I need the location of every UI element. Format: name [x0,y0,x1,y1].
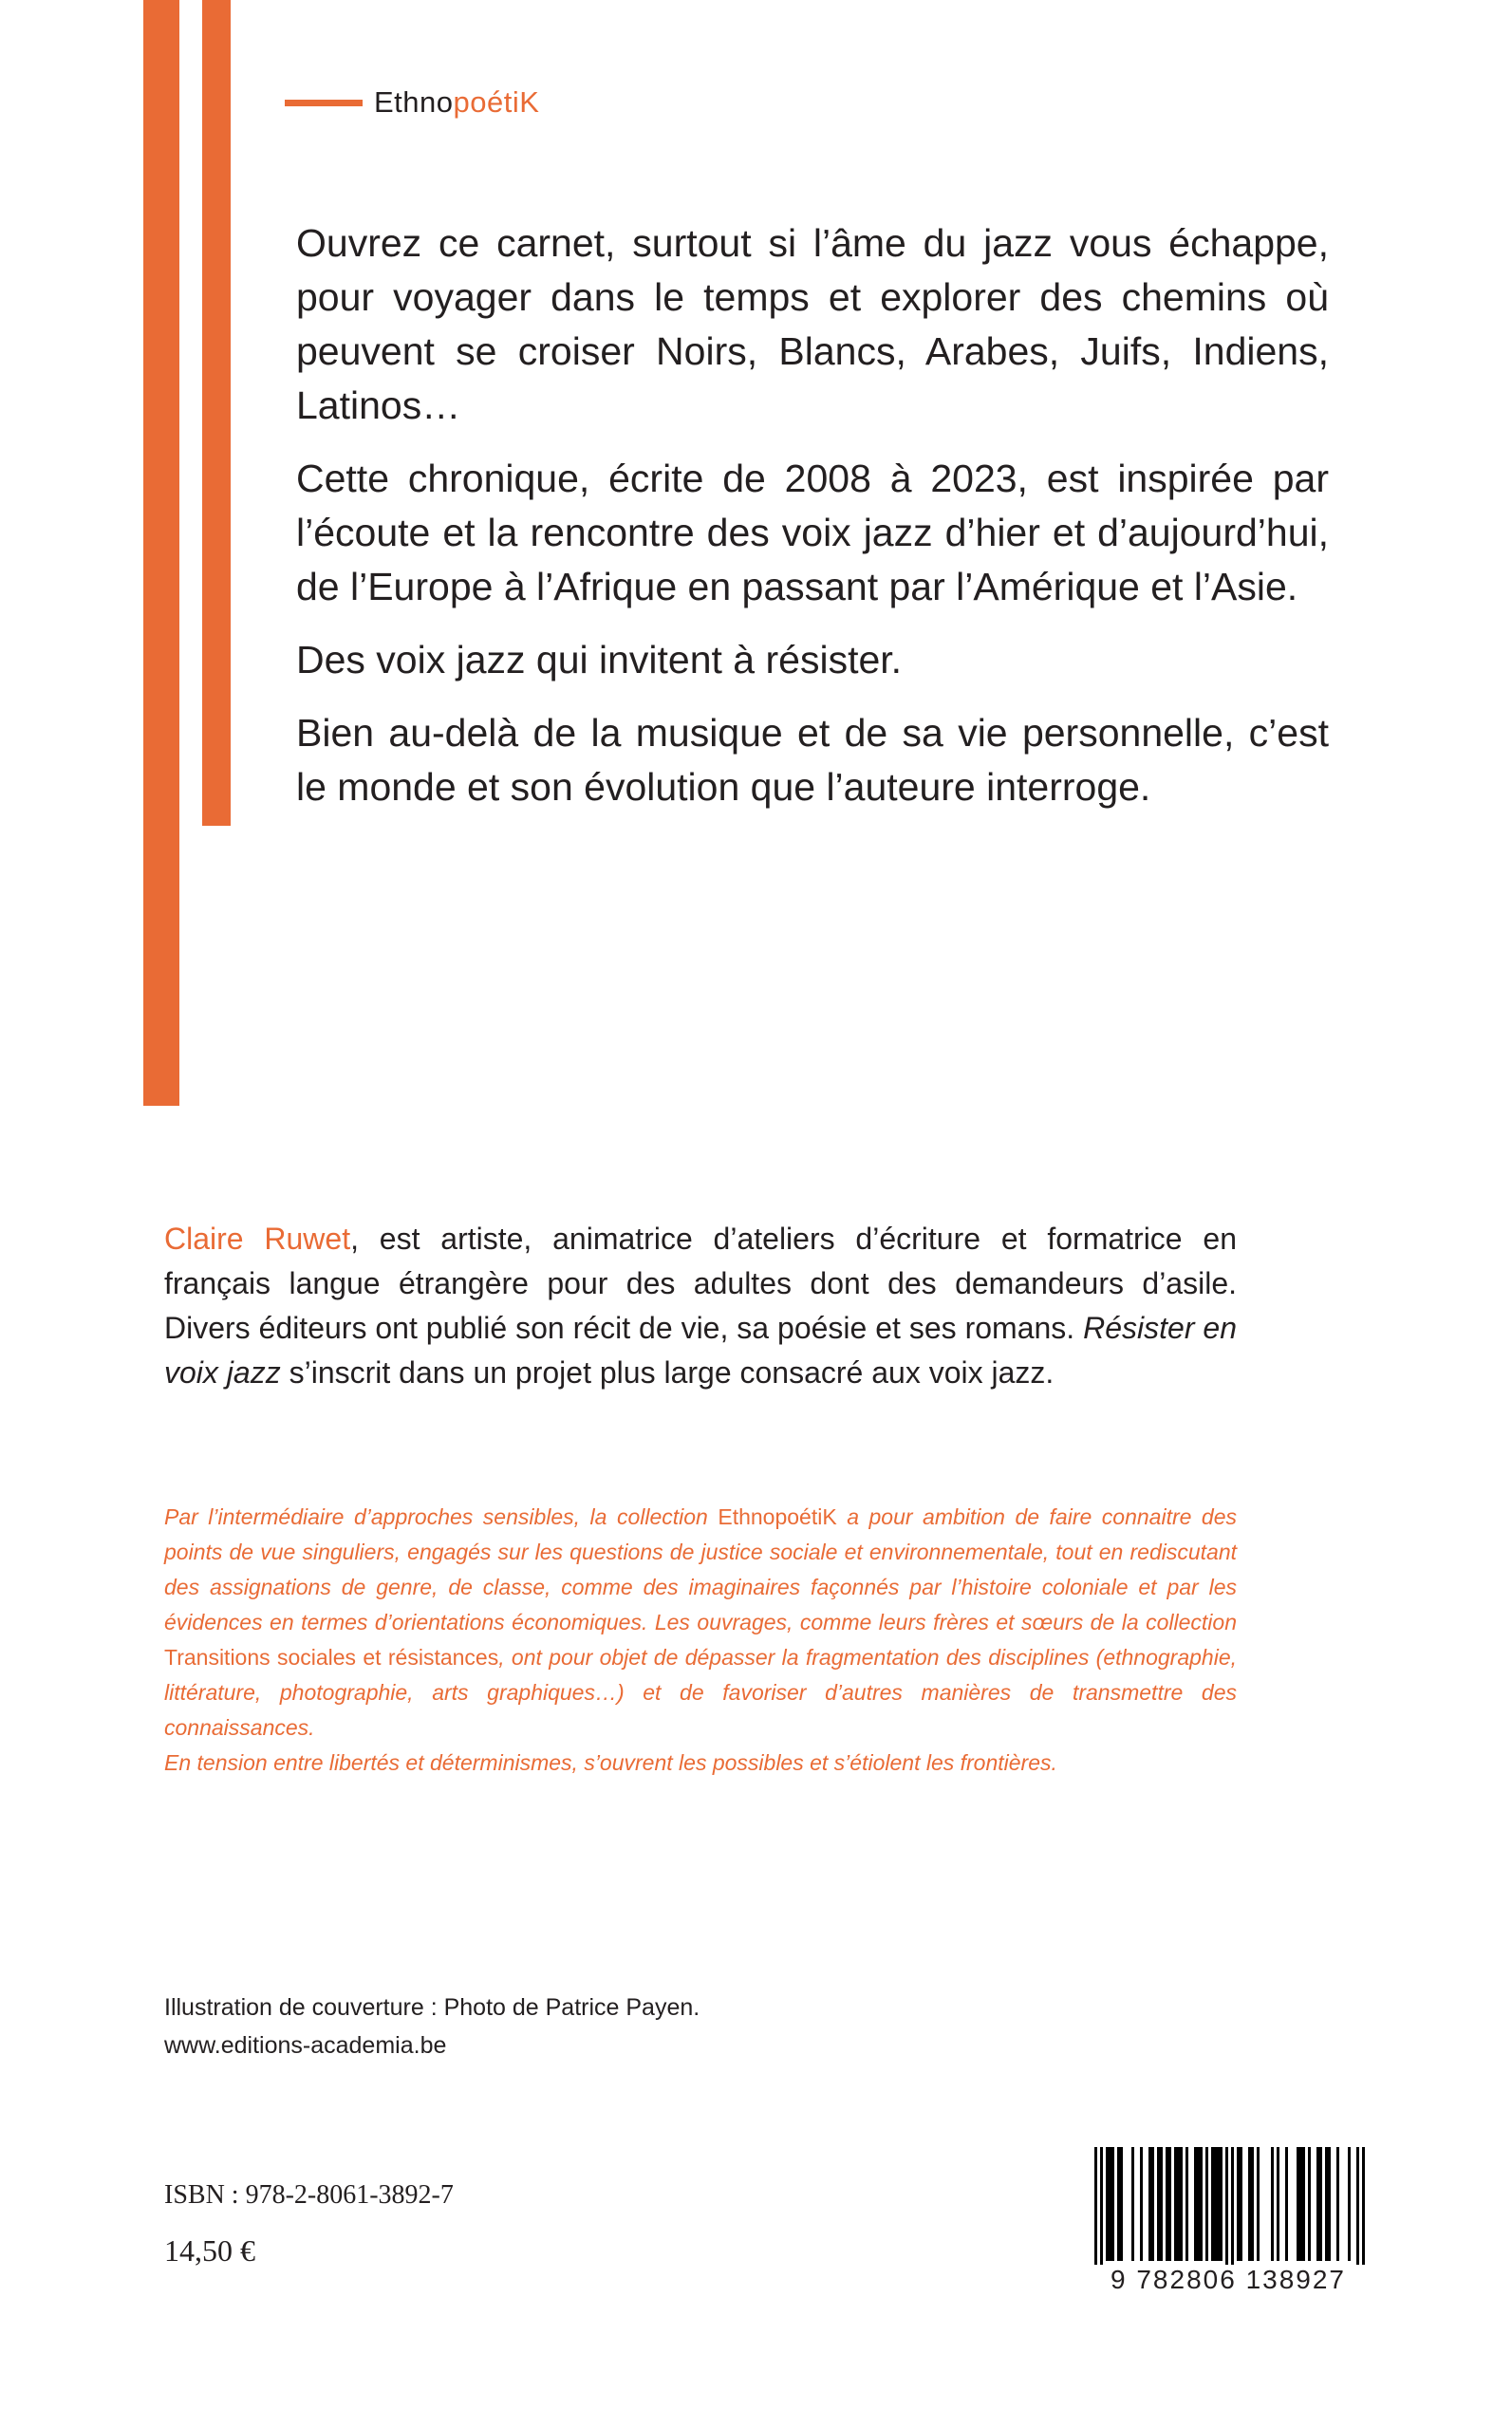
barcode-guard-bar [1225,2147,1228,2280]
barcode-guard-bar [1094,2147,1097,2280]
barcode-bar [1211,2147,1214,2261]
desc-sister-collection: Transitions sociales et résistances [164,1645,499,1670]
barcode-bar [1285,2147,1288,2261]
publisher-website: www.editions-academia.be [164,2032,447,2059]
barcode-bar [1200,2147,1203,2261]
decorative-bar-left [143,0,179,1106]
barcode-bar [1180,2147,1183,2261]
barcode-bar [1194,2147,1197,2261]
price: 14,50 € [164,2233,255,2268]
barcode-bar [1257,2147,1260,2261]
barcode-guard-bar [1356,2147,1359,2280]
isbn: ISBN : 978-2-8061-3892-7 [164,2180,454,2210]
barcode-bar [1197,2147,1200,2261]
barcode-bar [1151,2147,1154,2261]
barcode-bar [1328,2147,1331,2261]
barcode-bar [1240,2147,1242,2261]
barcode-bar [1325,2147,1328,2261]
barcode-bar [1120,2147,1123,2261]
barcode-guard-bar [1231,2147,1234,2280]
barcode-bar [1140,2147,1143,2261]
credits [164,1989,700,2064]
barcode-bar [1302,2147,1305,2261]
barcode-bar [1109,2147,1111,2261]
barcode [1056,2147,1400,2318]
barcode-bar [1319,2147,1322,2261]
desc-seg-1: Par l’intermédiaire d’approches sensibles, la collection [164,1504,719,1529]
collection-header [285,85,539,120]
book-title: Résister en voix jazz [164,1311,1238,1390]
barcode-guard-bar [1100,2147,1103,2280]
barcode-bar [1177,2147,1180,2261]
collection-name-part-2: poétiK [453,85,540,119]
collection-description-last: En tension entre libertés et déterminismes, s’ouvrent les possibles et s’étiolent les frontières. [164,1750,1057,1775]
author-bio [164,1217,1237,1395]
collection-description [164,1500,1237,1781]
barcode-bar [1217,2147,1220,2261]
desc-collection-name: EthnopoétiK [718,1504,837,1529]
bio-text-2: s’inscrit dans un projet plus large consacré aux voix jazz. [280,1355,1055,1390]
barcode-digits: 9 782806 138927 [1056,2265,1400,2295]
blurb-paragraph: Des voix jazz qui invitent à résister. [296,638,903,682]
barcode-bar [1316,2147,1319,2261]
back-cover-blurb [296,216,1329,833]
barcode-bar [1157,2147,1160,2261]
collection-description-body [164,1500,1237,1746]
illustration-credit: Illustration de couverture : Photo de Patrice Payen. [164,1994,700,2021]
barcode-bar [1237,2147,1240,2261]
author-name: Claire Ruwet [164,1222,351,1256]
barcode-bar [1277,2147,1279,2261]
barcode-bar [1220,2147,1223,2261]
barcode-bar [1174,2147,1177,2261]
barcode-bar [1168,2147,1171,2261]
blurb-paragraph: Cette chronique, écrite de 2008 à 2023, est inspirée par l’écoute et la rencontre des voix jazz d’hier et d’aujourd’hui, de l’Europe à l’Afrique en passant par l’Amérique et l’Asie. [296,457,1329,608]
barcode-bar [1131,2147,1134,2261]
desc-seg-2: a pour ambition de faire connaitre des points de vue singuliers, engagés sur les questions de justice sociale et environnementale, tout en rediscutant des assignations de genre, de classe, comme des imaginaires façonnés par l’histoire coloniale et par les évidences en termes d’orientations économiques. Les ouvrages, comme leurs frères et sœurs de la collection [164,1504,1237,1634]
barcode-bar [1336,2147,1339,2261]
barcode-bar [1308,2147,1311,2261]
barcode-guard-bar [1362,2147,1365,2280]
barcode-bar [1117,2147,1120,2261]
collection-rule [285,100,363,106]
barcode-bar [1166,2147,1168,2261]
collection-name-part-1: Ethno [374,85,454,119]
barcode-bar [1297,2147,1299,2261]
barcode-bar [1111,2147,1114,2261]
decorative-bar-right [202,0,231,826]
bio-text-1: , est artiste, animatrice d’ateliers d’écriture et formatrice en français langue étrangère pour des adultes dont des demandeurs d’asile. Divers éditeurs ont publié son récit de vie, sa poésie et ses romans. [164,1222,1238,1345]
barcode-bar [1148,2147,1151,2261]
blurb-paragraph: Ouvrez ce carnet, surtout si l’âme du jazz vous échappe, pour voyager dans le temps et explorer des chemins où peuvent se croiser Noirs, Blancs, Arabes, Juifs, Indiens, Latinos… [296,221,1329,427]
barcode-bar [1271,2147,1274,2261]
barcode-bar [1214,2147,1217,2261]
desc-seg-3: , ont pour objet de dépasser la fragmentation des disciplines (ethnographie, littérature, photographie, arts graphiques…) et de favoriser d’autres manières de transmettre des connaissances. [164,1645,1238,1740]
barcode-bar [1251,2147,1254,2261]
collection-name [374,85,539,120]
barcode-bar [1248,2147,1251,2261]
barcode-bar [1185,2147,1188,2261]
barcode-bar [1160,2147,1163,2261]
barcode-bar [1205,2147,1208,2261]
barcode-bar [1106,2147,1109,2261]
barcode-bar [1348,2147,1351,2261]
blurb-paragraph: Bien au-delà de la musique et de sa vie personnelle, c’est le monde et son évolution que l’auteure interroge. [296,711,1329,809]
barcode-bar [1299,2147,1302,2261]
